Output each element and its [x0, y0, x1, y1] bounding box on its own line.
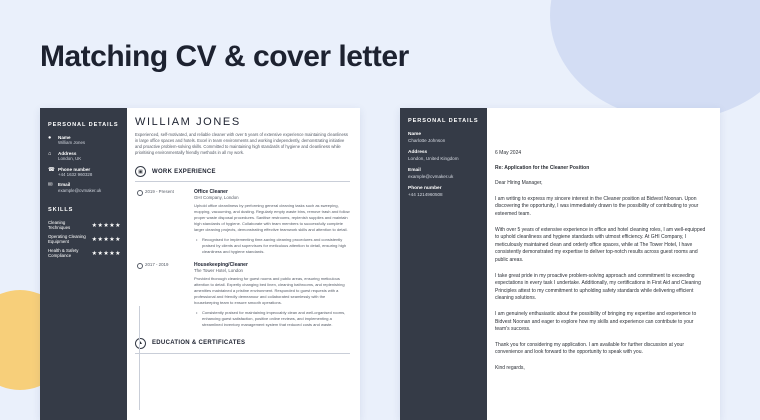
timeline-line	[139, 306, 140, 410]
star-rating: ★★★★★	[91, 222, 121, 229]
job-body	[194, 189, 350, 255]
skill-item	[48, 234, 121, 244]
job-entry	[135, 189, 350, 255]
skills-list	[48, 220, 121, 258]
education-header	[135, 338, 350, 349]
cl-detail-label: Address	[408, 150, 428, 155]
cl-detail-label: Phone number	[408, 186, 442, 191]
skill-name: Cleaning Techniques	[48, 220, 71, 231]
personal-detail-text	[58, 135, 85, 146]
detail-value: +44 1632 960328	[58, 172, 93, 178]
personal-details-list	[48, 135, 121, 193]
job-description: Provided thorough cleaning for guest rooms and public areas, ensuring meticulous attention to detail. Expertly changing bed linen, cleaning bathrooms, and replenishing amenities maintained a pristine environment. Responded to guest requests with a professional and friendly demeanour and collaborated seamlessly with the housekeeping team to ensure smooth operations.	[194, 275, 345, 305]
job-dates: 2017 - 2019	[135, 262, 194, 328]
personal-detail-item	[48, 135, 121, 146]
letter-paragraphs	[495, 196, 708, 357]
cl-details-list	[408, 132, 481, 198]
detail-value: London, UK	[58, 156, 82, 162]
star-rating: ★★★★★	[91, 250, 121, 257]
skill-name: Operating Cleaning Equipment	[48, 234, 86, 245]
job-company: GHI Company, London	[194, 194, 239, 200]
graduation-cap-icon: ▲	[135, 338, 146, 349]
job-title: Office Cleaner	[194, 188, 228, 195]
work-experience-heading: WORK EXPERIENCE	[152, 168, 216, 175]
cv-sidebar	[40, 108, 127, 420]
cover-letter-sidebar	[400, 108, 487, 420]
skill-item	[48, 220, 121, 230]
personal-detail-text	[58, 182, 101, 193]
cl-detail-value: London, United Kingdom	[408, 156, 459, 161]
letter-paragraph: I take great pride in my proactive problem-solving approach and commitment to exceeding expectations in every task I undertake. Additionally, my certifications in First Aid and Cleaning Principles attest to my commitment to upholding safety standards while delivering efficient cleaning solutions.	[495, 272, 701, 302]
personal-detail-text	[58, 151, 81, 162]
job-achievement: • Consistently praised for maintaining impeccably clean and well-organised rooms, enhancing guest satisfaction, positive online reviews, and implementing a streamlined inventory management system that reduced costs and waste.	[194, 310, 350, 328]
jobs-list	[135, 189, 350, 328]
star-rating: ★★★★★	[91, 236, 121, 243]
detail-label: Name	[58, 135, 71, 140]
letter-paragraph: With over 5 years of extensive experience in office and hotel cleaning roles, I am well-equipped to uphold cleanliness and hygiene standards with utmost efficiency. At GHI Company, I meticulously maintained clean and orderly office spaces, while at The Tower Hotel, I have consistently demonstrated my expertise to deliver top-notch results across guest rooms and public areas.	[495, 226, 706, 263]
section-divider	[135, 353, 350, 354]
home-icon: ⌂	[48, 150, 52, 157]
letter-closing: Kind regards,	[495, 364, 525, 371]
education-heading: EDUCATION & CERTIFICATES	[152, 340, 246, 347]
job-dates: 2019 - Present	[135, 189, 194, 255]
phone-icon: ☎	[48, 166, 55, 173]
letter-paragraph: I am writing to express my sincere interest in the Cleaner position at Bidvest Noonan. Upon discovering the opportunity, I was immediately drawn to the possibility of contributing to your esteemed team.	[495, 195, 699, 217]
personal-detail-item	[48, 151, 121, 162]
skills-heading: SKILLS	[48, 207, 74, 214]
personal-details-heading: PERSONAL DETAILS	[48, 122, 119, 128]
letter-paragraph: Thank you for considering my application. I am available for further discussion at your convenience and look forward to the opportunity to speak with you.	[495, 341, 684, 356]
cl-detail-label: Name	[408, 132, 422, 137]
cl-detail-value: example@cvmaker.uk	[408, 174, 454, 179]
cl-detail-value: Charlotte Johnson	[408, 138, 446, 143]
job-entry	[135, 262, 350, 328]
detail-label: Address	[58, 150, 77, 156]
cl-personal-details-heading: PERSONAL DETAILS	[408, 118, 479, 124]
job-achievement: • Recognised for implementing time-saving cleaning procedures and consistently praised by clients and supervisors for meticulous attention to detail, ensuring high cleanliness and hygiene standards.	[194, 237, 350, 255]
detail-value: example@cvmaker.uk	[58, 187, 102, 193]
letter-subject: Re: Application for the Cleaner Position	[495, 164, 590, 171]
letter-greeting: Dear Hiring Manager,	[495, 180, 543, 187]
detail-value: William Jones	[58, 140, 86, 146]
skill-item	[48, 248, 121, 258]
cl-detail-field	[408, 132, 481, 144]
page-headline: Matching CV & cover letter	[40, 40, 409, 73]
cv-summary: Experienced, self-motivated, and reliable cleaner with over 5 years of extensive experience maintaining cleanliness in large office spaces and hotels. Excel in team environments and working independently, demonstrating initiative and proactive problem-solving skills. Committed to maintaining high standards of hygiene and cleanliness while prioritising environmentally friendly methods in all my work.	[135, 132, 348, 155]
cv-main	[127, 108, 360, 420]
detail-label: Phone number	[58, 166, 91, 172]
skill-name: Health & Safety Compliance	[48, 248, 79, 259]
section-divider	[135, 181, 350, 182]
job-company: The Tower Hotel, London	[194, 267, 243, 273]
cl-detail-label: Email	[408, 168, 421, 173]
cl-detail-value: +44 1214960508	[408, 192, 443, 197]
person-icon: ●	[48, 135, 52, 141]
cv-name: WILLIAM JONES	[135, 116, 241, 128]
letter-paragraph: I am genuinely enthusiastic about the possibility of bringing my expertise and experience to Bidvest Noonan and eager to explore how my skills and experience can contribute to your team's success.	[495, 310, 697, 333]
cl-detail-field	[408, 168, 481, 180]
job-description: Uphold office cleanliness by performing general cleaning tasks such as sweeping, mopping, vacuuming, and dusting. Regularly empty waste bins, remove trash and follow proper waste disposal procedures. Sanitise restrooms, replenish supplies and maintain high standards of hygiene. Collaborate with team members to successfully complete larger cleaning projects, demonstrating effective teamwork skills and attention to detail.	[194, 202, 350, 232]
personal-detail-text	[58, 167, 92, 178]
briefcase-icon: ▣	[135, 166, 146, 177]
detail-label: Email	[58, 182, 71, 188]
personal-detail-item	[48, 182, 121, 193]
background-blob-top	[550, 0, 760, 120]
letter-date: 6 May 2024	[495, 150, 522, 156]
personal-detail-item	[48, 167, 121, 178]
email-icon: ✉	[48, 182, 53, 189]
work-experience-header	[135, 166, 350, 177]
job-title: Housekeeping/Cleaner	[194, 261, 248, 268]
cover-letter-body	[487, 108, 720, 420]
cv-preview[interactable]	[40, 108, 360, 420]
cl-detail-field	[408, 150, 481, 162]
job-body	[194, 262, 350, 328]
cl-detail-field	[408, 186, 481, 198]
cover-letter-preview[interactable]	[400, 108, 720, 420]
